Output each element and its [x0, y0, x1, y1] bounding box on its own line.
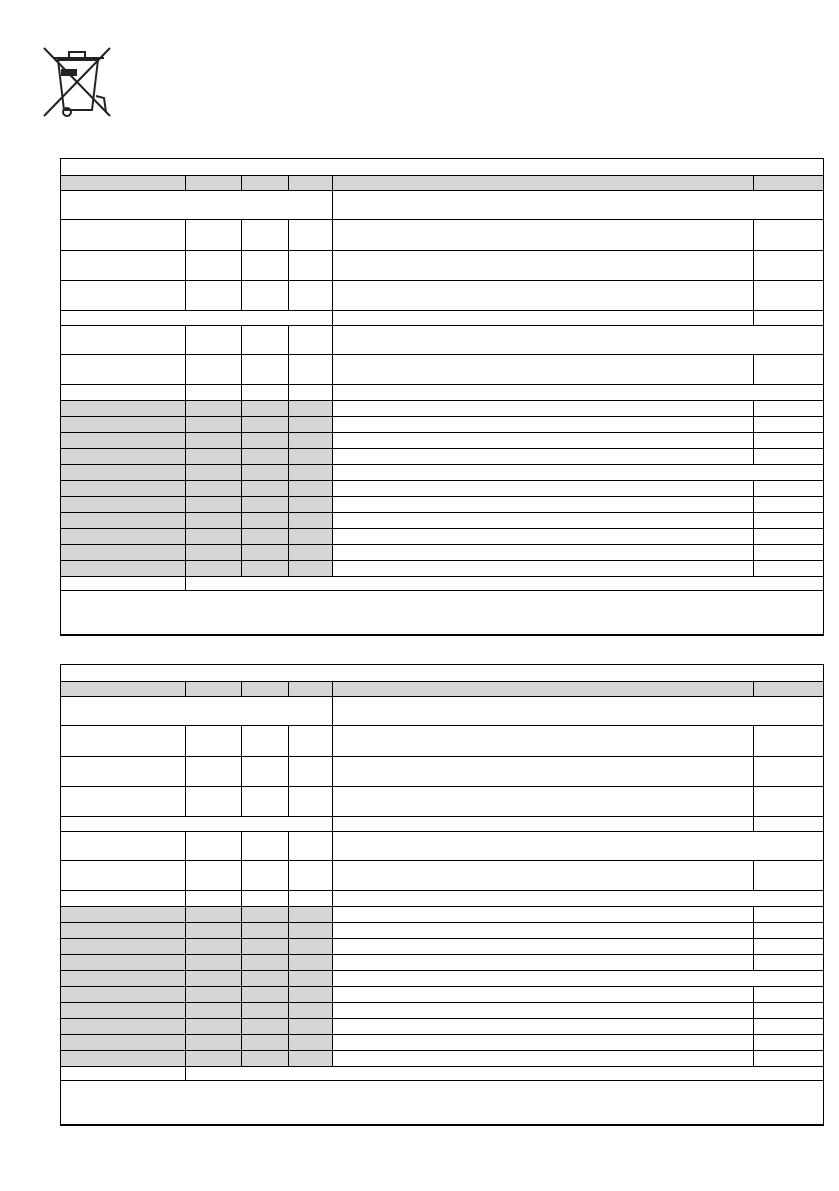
crossed-out-wheelie-bin-icon [40, 44, 114, 120]
table-row [61, 281, 824, 311]
table-row [61, 787, 824, 817]
table-row [61, 757, 824, 787]
table-row [61, 355, 824, 385]
table-row [61, 561, 824, 577]
table-row [61, 513, 824, 529]
table-row [61, 1019, 824, 1035]
table-row [61, 987, 824, 1003]
table-row [61, 220, 824, 251]
spec-table-2 [60, 664, 824, 1126]
table-row [61, 697, 824, 726]
table-row [61, 971, 824, 987]
table-notes-row [61, 1081, 824, 1125]
table-row [61, 923, 824, 939]
table-title-row [61, 665, 824, 682]
table-row [61, 817, 824, 832]
table-row [61, 529, 824, 545]
table-row [61, 417, 824, 433]
table-row [61, 1035, 824, 1051]
table-row [61, 311, 824, 326]
table-row [61, 955, 824, 971]
table-row [61, 939, 824, 955]
table-row [61, 1003, 824, 1019]
table-row [61, 481, 824, 497]
table-row [61, 497, 824, 513]
table-row [61, 891, 824, 907]
table-row [61, 326, 824, 355]
table-notes-row [61, 591, 824, 635]
table-row [61, 577, 824, 591]
table-row [61, 401, 824, 417]
table-header-row [61, 682, 824, 697]
table-row [61, 465, 824, 481]
table-row [61, 545, 824, 561]
table-row [61, 433, 824, 449]
table-row [61, 1051, 824, 1067]
table-row [61, 726, 824, 757]
table-row [61, 449, 824, 465]
spec-table-1 [60, 158, 824, 636]
table-header-row [61, 176, 824, 191]
table-row [61, 1067, 824, 1081]
table-row [61, 861, 824, 891]
table-row [61, 385, 824, 401]
table-row [61, 907, 824, 923]
table-row [61, 251, 824, 281]
table-row [61, 832, 824, 861]
table-title-row [61, 159, 824, 176]
table-row [61, 191, 824, 220]
